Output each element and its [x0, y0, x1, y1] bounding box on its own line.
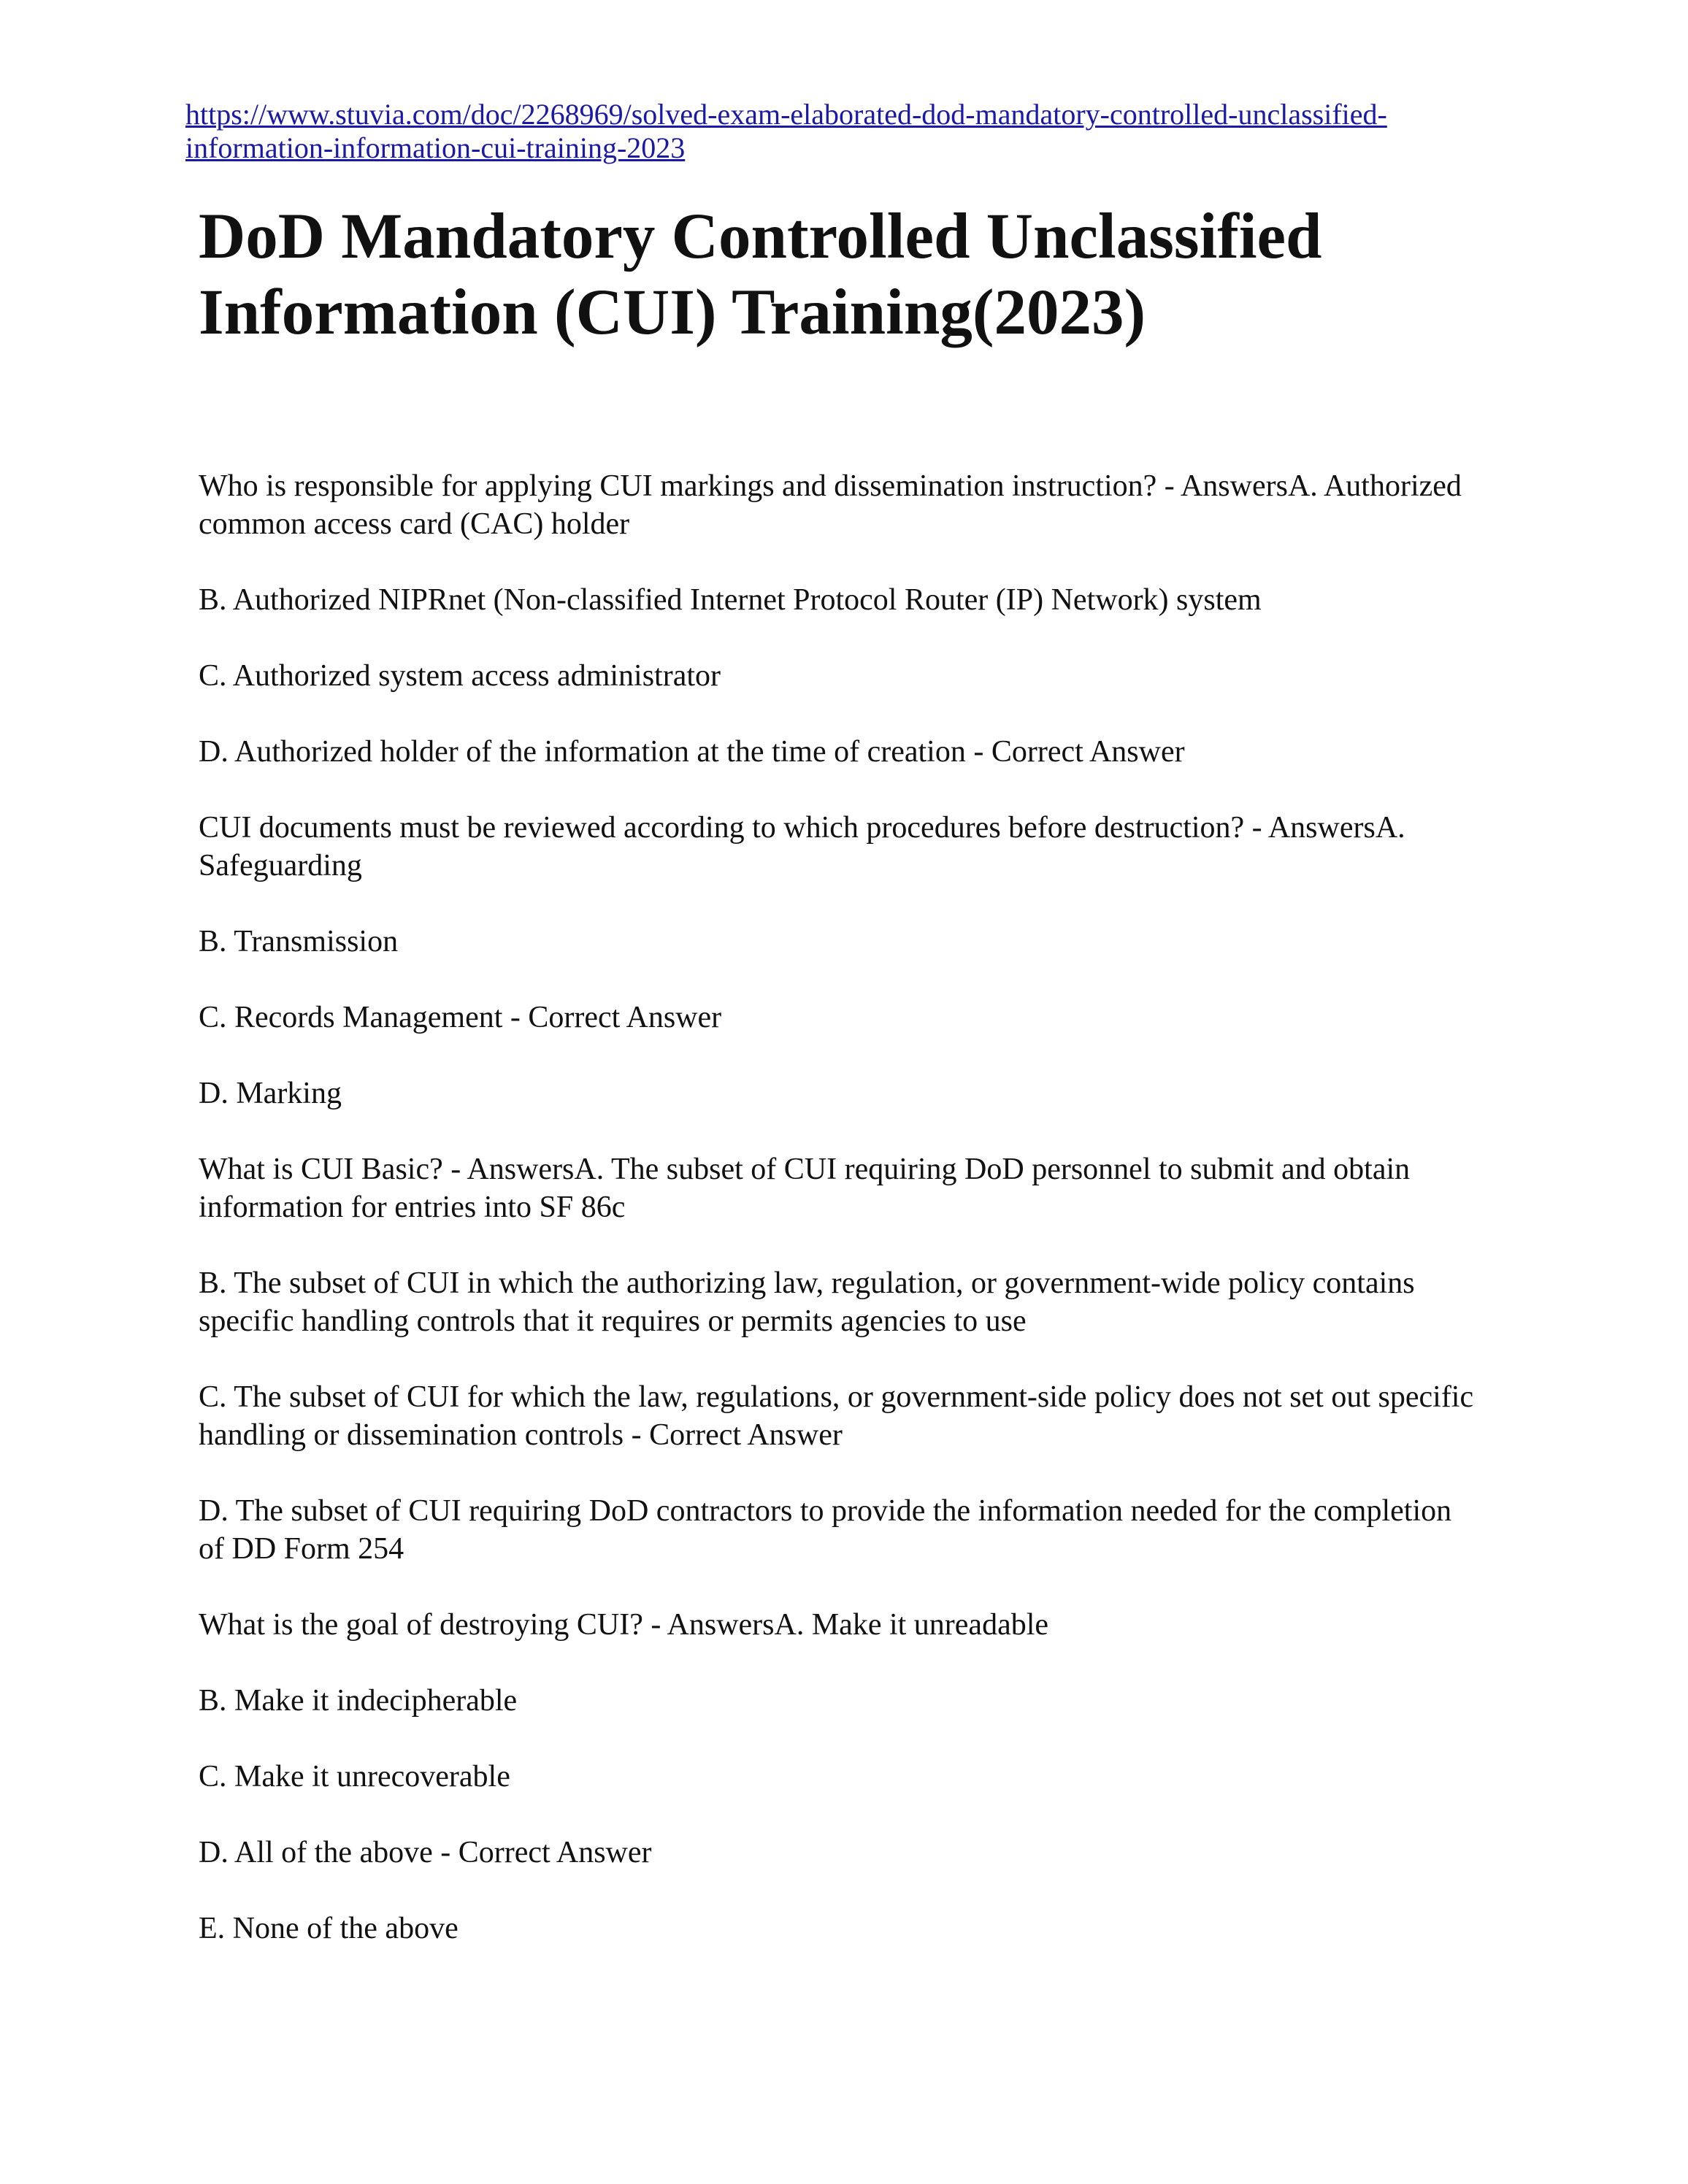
question-1: Who is responsible for applying CUI markings and dissemination instruction? - AnswersA. Authorized common access card (CAC) holder — [199, 469, 1462, 541]
answer-option: C. Authorized system access administrator — [199, 659, 721, 693]
answer-option-correct: C. The subset of CUI for which the law, regulations, or government-side policy does not set out specific handling or dissemination controls - Correct Answer — [199, 1380, 1474, 1452]
answer-option-correct: D. Authorized holder of the information at the time of creation - Correct Answer — [199, 735, 1185, 769]
answer-option-correct: C. Records Management - Correct Answer — [199, 1001, 722, 1034]
answer-option: B. Authorized NIPRnet (Non-classified Internet Protocol Router (IP) Network) system — [199, 583, 1262, 617]
answer-option: B. Transmission — [199, 925, 399, 958]
answer-option: B. The subset of CUI in which the authorizing law, regulation, or government-wide policy contains specific handling controls that it requires or permits agencies to use — [199, 1266, 1415, 1338]
question-4: What is the goal of destroying CUI? - AnswersA. Make it unreadable — [199, 1608, 1049, 1642]
question-3: What is CUI Basic? - AnswersA. The subset of CUI requiring DoD personnel to submit and obtain information for entries into SF 86c — [199, 1153, 1411, 1224]
document-body — [199, 467, 1484, 1985]
title-line-1: DoD Mandatory Controlled Unclassified — [199, 201, 1322, 272]
answer-option: C. Make it unrecoverable — [199, 1760, 510, 1793]
answer-option: B. Make it indecipherable — [199, 1684, 518, 1718]
question-2: CUI documents must be reviewed according to which procedures before destruction? - AnswersA. Safeguarding — [199, 811, 1405, 883]
source-link[interactable]: https://www.stuvia.com/doc/2268969/solved-exam-elaborated-dod-mandatory-controlled-unclassified-information-information-cui-training-2023 — [185, 98, 1387, 164]
answer-option: D. Marking — [199, 1077, 342, 1110]
title-line-2: Information (CUI) Training(2023) — [199, 277, 1146, 348]
answer-option: E. None of the above — [199, 1912, 459, 1945]
page-title — [199, 199, 1586, 350]
answer-option-correct: D. All of the above - Correct Answer — [199, 1836, 652, 1869]
answer-option: D. The subset of CUI requiring DoD contractors to provide the information needed for the completion of DD Form 254 — [199, 1494, 1452, 1566]
